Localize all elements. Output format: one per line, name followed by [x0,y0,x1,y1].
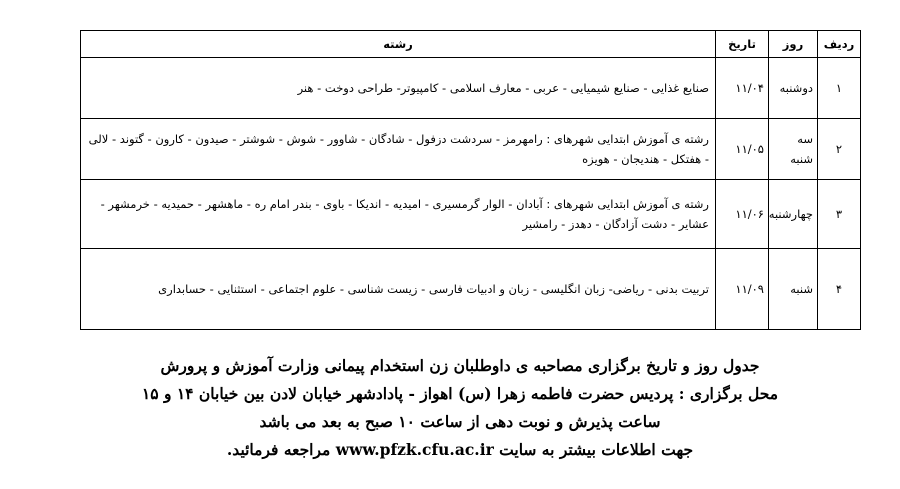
website-line [80,436,840,464]
table-row [81,119,861,180]
date-cell: ۱۱/۰۶ [716,180,769,249]
venue-line: محل برگزاری : پردیس حضرت فاطمه زهرا (س) اهواز - پادادشهر خیابان لادن بین خیابان ۱۴ و ۱۵ [141,384,779,403]
interview-schedule-table [80,30,861,330]
reception-hours-line: ساعت پذیرش و نوبت دهی از ساعت ۱۰ صبح به بعد می باشد [259,412,661,431]
date-cell: ۱۱/۰۵ [716,119,769,180]
header-field: رشته [81,31,716,58]
header-row-number: ردیف [818,31,861,58]
header-date: تاریخ [716,31,769,58]
table-row [81,180,861,249]
table-row [81,249,861,330]
day-cell: سه شنبه [769,119,818,180]
table-header-row [81,31,861,58]
website-line-suffix: مراجعه فرمائید. [226,440,331,459]
row-number-cell: ۲ [818,119,861,180]
row-number-cell: ۳ [818,180,861,249]
field-cell: صنایع غذایی - صنایع شیمیایی - عربی - معارف اسلامی - کامپیوتر- طراحی دوخت - هنر [81,58,716,119]
announcement-text [80,352,840,464]
announcement-title: جدول روز و تاریخ برگزاری مصاحبه ی داوطلبان زن استخدام پیمانی وزارت آموزش و پرورش [160,356,760,375]
website-link[interactable]: www.pfzk.cfu.ac.ir [335,440,494,459]
row-number-cell: ۱ [818,58,861,119]
field-cell: رشته ی آموزش ابتدایی شهرهای : آبادان - الوار گرمسیری - امیدیه - اندیکا - باوی - بندر امام ره - ماهشهر - حمیدیه - خرمشهر - عشایر - دشت آزادگان - دهدز - رامشیر [81,180,716,249]
table-row [81,58,861,119]
website-line-prefix: جهت اطلاعات بیشتر به سایت [499,440,694,459]
field-cell: رشته ی آموزش ابتدایی شهرهای : رامهرمز - سردشت دزفول - شادگان - شاوور - شوش - شوشتر - صیدون - کارون - گتوند - لالی - هفتکل - هندیجان - هویزه [81,119,716,180]
day-cell: شنبه [769,249,818,330]
day-cell: چهارشنبه [769,180,818,249]
date-cell: ۱۱/۰۹ [716,249,769,330]
field-cell: تربیت بدنی - ریاضی- زبان انگلیسی - زبان و ادبیات فارسی - زیست شناسی - علوم اجتماعی - استثنایی - حسابداری [81,249,716,330]
header-day: روز [769,31,818,58]
row-number-cell: ۴ [818,249,861,330]
day-cell: دوشنبه [769,58,818,119]
date-cell: ۱۱/۰۴ [716,58,769,119]
